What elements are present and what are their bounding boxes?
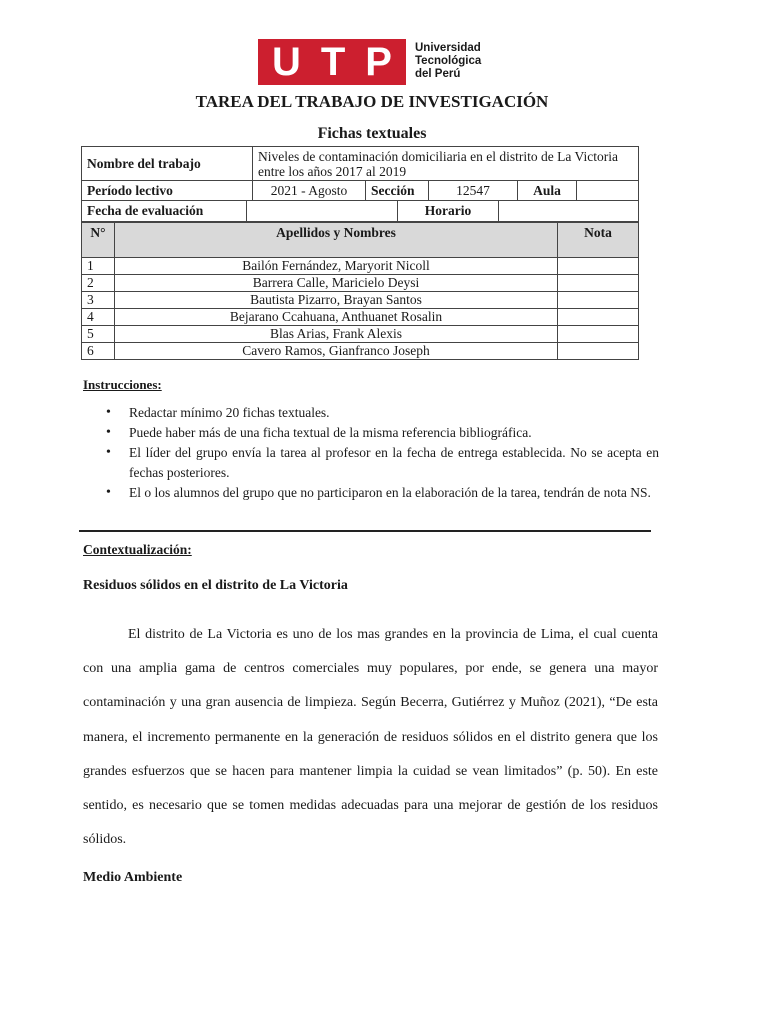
- logo-letter-p: P: [365, 39, 392, 84]
- row-name: Bautista Pizarro, Brayan Santos: [115, 292, 558, 309]
- row-number: 4: [82, 309, 115, 326]
- col-name-header: Apellidos y Nombres: [115, 223, 558, 258]
- info-table: [81, 146, 639, 201]
- document-subtitle: Fichas textuales: [317, 125, 427, 142]
- row-nota: [558, 292, 639, 309]
- logo-letter-t: T: [320, 39, 346, 84]
- instruction-item: • Redactar mínimo 20 fichas textuales.: [106, 403, 659, 423]
- periodo-label: Período lectivo: [82, 181, 253, 201]
- row-name: Bejarano Ccahuana, Anthuanet Rosalin: [115, 309, 558, 326]
- section-divider: [79, 530, 651, 532]
- instructions-list: [106, 403, 659, 503]
- row-name: Barrera Calle, Maricielo Deysi: [115, 275, 558, 292]
- instruction-item: • El líder del grupo envía la tarea al profesor en la fecha de entrega establecida. No se acepta en fechas posteriores.: [106, 443, 659, 483]
- section-heading-medio-ambiente: Medio Ambiente: [83, 870, 183, 885]
- row-number: 2: [82, 275, 115, 292]
- row-nota: [558, 309, 639, 326]
- aula-label: Aula: [518, 181, 577, 201]
- horario-label: Horario: [398, 201, 499, 222]
- row-name: Bailón Fernández, Maryorit Nicoll: [115, 258, 558, 275]
- row-nota: [558, 343, 639, 360]
- table-row: [82, 292, 639, 309]
- table-row: [82, 258, 639, 275]
- nombre-label: Nombre del trabajo: [82, 147, 253, 181]
- seccion-value: 12547: [429, 181, 518, 201]
- table-row: [82, 309, 639, 326]
- students-table: [81, 222, 639, 360]
- col-number-header: N°: [82, 223, 115, 258]
- row-nota: [558, 326, 639, 343]
- body-paragraph: El distrito de La Victoria es uno de los mas grandes en la provincia de Lima, el cual cuenta con una amplia gama de centros comerciales muy populares, por ende, se genera una mayor contaminación y una gran ausencia de limpieza. Según Becerra, Gutiérrez y Muñoz (2021), “De esta manera, el incremento permanente en la generación de residuos sólidos en el distrito genera que los grandes esfuerzos que se hacen para mantener limpia la cuidad se vean limitados” (p. 50). En este sentido, es necesario que se tomen medidas adecuadas para una mejorar de gestión de los residuos sólidos.: [83, 627, 658, 848]
- col-nota-header: Nota: [558, 223, 639, 258]
- table-row: [82, 326, 639, 343]
- fecha-value: [247, 201, 398, 222]
- periodo-value: 2021 - Agosto: [253, 181, 366, 201]
- table-row: [82, 343, 639, 360]
- logo-line-1: Universidad: [415, 42, 481, 54]
- row-nota: [558, 275, 639, 292]
- utp-logo: [258, 38, 481, 85]
- aula-value: [577, 181, 639, 201]
- utp-logo-mark: [258, 39, 406, 85]
- row-number: 3: [82, 292, 115, 309]
- logo-wordmark: [415, 42, 481, 81]
- section-heading-residuos: Residuos sólidos en el distrito de La Victoria: [83, 578, 348, 593]
- fecha-label: Fecha de evaluación: [82, 201, 247, 222]
- row-nota: [558, 258, 639, 275]
- seccion-label: Sección: [366, 181, 429, 201]
- row-number: 5: [82, 326, 115, 343]
- table-row: [82, 275, 639, 292]
- logo-line-2: Tecnológica: [415, 55, 482, 67]
- horario-value: [499, 201, 639, 222]
- row-number: 1: [82, 258, 115, 275]
- row-name: Blas Arias, Frank Alexis: [115, 326, 558, 343]
- row-name: Cavero Ramos, Gianfranco Joseph: [115, 343, 558, 360]
- document-title: TAREA DEL TRABAJO DE INVESTIGACIÓN: [195, 92, 549, 111]
- fecha-table: [81, 200, 639, 222]
- instruction-item: • El o los alumnos del grupo que no participaron en la elaboración de la tarea, tendrán de nota NS.: [106, 483, 659, 503]
- logo-line-3: del Perú: [415, 68, 461, 80]
- row-number: 6: [82, 343, 115, 360]
- instruction-item: • Puede haber más de una ficha textual de la misma referencia bibliográfica.: [106, 423, 659, 443]
- nombre-value: Niveles de contaminación domiciliaria en el distrito de La Victoria entre los años 2017 al 2019: [253, 147, 639, 181]
- logo-letter-u: U: [271, 39, 301, 84]
- context-heading: Contextualización:: [83, 542, 192, 557]
- instructions-heading: Instrucciones:: [83, 377, 162, 392]
